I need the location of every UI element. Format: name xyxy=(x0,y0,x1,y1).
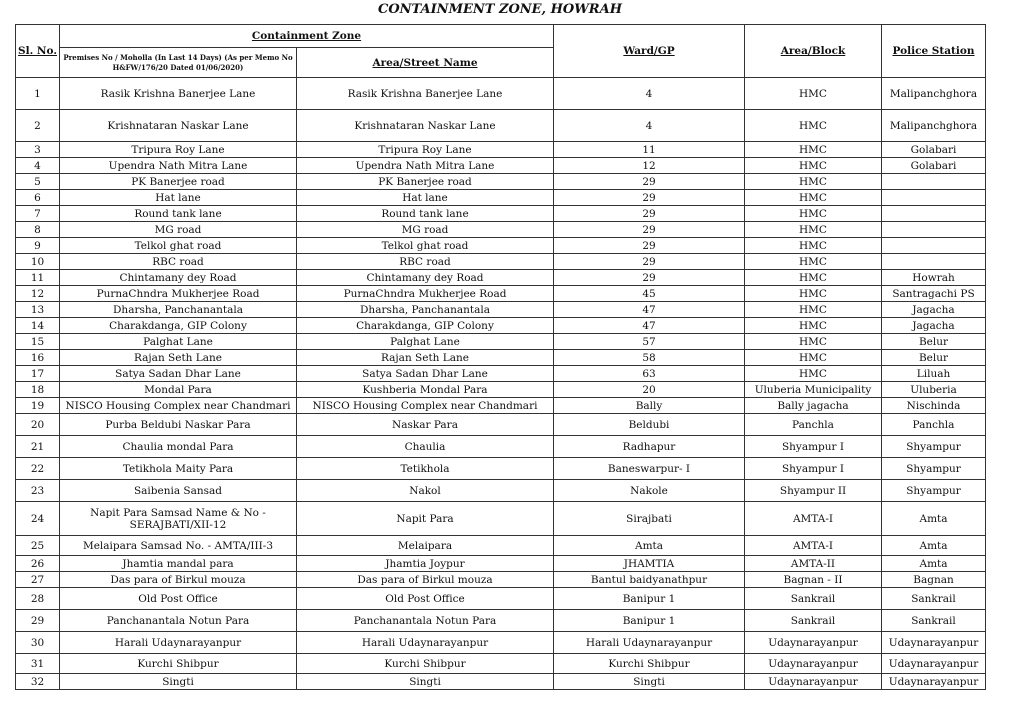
cell-sl-no: 10 xyxy=(16,254,60,270)
cell-area-block: HMC xyxy=(745,302,882,318)
cell-sl-no: 18 xyxy=(16,382,60,398)
table-row xyxy=(16,206,986,222)
table-row xyxy=(16,334,986,350)
cell-premises: Chaulia mondal Para xyxy=(60,436,297,458)
cell-police-station: Jagacha xyxy=(882,302,986,318)
cell-area-block: AMTA-I xyxy=(745,536,882,556)
table-row xyxy=(16,632,986,654)
cell-area-street: Tripura Roy Lane xyxy=(297,142,554,158)
cell-area-street: Harali Udaynarayanpur xyxy=(297,632,554,654)
cell-area-block: HMC xyxy=(745,334,882,350)
table-row xyxy=(16,610,986,632)
cell-area-street: PurnaChndra Mukherjee Road xyxy=(297,286,554,302)
cell-premises: PK Banerjee road xyxy=(60,174,297,190)
cell-police-station: Bagnan xyxy=(882,572,986,588)
cell-ward-gp: Nakole xyxy=(554,480,745,502)
table-row xyxy=(16,572,986,588)
cell-area-block: HMC xyxy=(745,254,882,270)
cell-police-station: Udaynarayanpur xyxy=(882,674,986,690)
header-row-1 xyxy=(16,25,986,48)
cell-sl-no: 28 xyxy=(16,588,60,610)
cell-sl-no: 21 xyxy=(16,436,60,458)
table-row xyxy=(16,458,986,480)
cell-area-block: HMC xyxy=(745,366,882,382)
cell-area-block: Shyampur I xyxy=(745,436,882,458)
cell-premises: Hat lane xyxy=(60,190,297,206)
cell-police-station xyxy=(882,222,986,238)
cell-sl-no: 5 xyxy=(16,174,60,190)
cell-ward-gp: Amta xyxy=(554,536,745,556)
table-row xyxy=(16,366,986,382)
cell-premises: Das para of Birkul mouza xyxy=(60,572,297,588)
cell-police-station: Shyampur xyxy=(882,458,986,480)
table-row xyxy=(16,286,986,302)
header-sl-no: Sl. No. xyxy=(16,25,60,78)
cell-police-station: Amta xyxy=(882,502,986,536)
table-body xyxy=(16,78,986,690)
cell-police-station: Golabari xyxy=(882,158,986,174)
cell-area-street: Dharsha, Panchanantala xyxy=(297,302,554,318)
cell-area-block: AMTA-I xyxy=(745,502,882,536)
table-row xyxy=(16,654,986,674)
cell-area-block: HMC xyxy=(745,158,882,174)
cell-sl-no: 26 xyxy=(16,556,60,572)
table-row xyxy=(16,398,986,414)
containment-zone-table xyxy=(15,24,986,690)
cell-area-block: HMC xyxy=(745,318,882,334)
cell-area-block: Bagnan - II xyxy=(745,572,882,588)
cell-area-street: Rasik Krishna Banerjee Lane xyxy=(297,78,554,110)
cell-ward-gp: 29 xyxy=(554,238,745,254)
cell-ward-gp: Banipur 1 xyxy=(554,610,745,632)
cell-area-block: Bally jagacha xyxy=(745,398,882,414)
cell-premises: MG road xyxy=(60,222,297,238)
cell-police-station: Shyampur xyxy=(882,480,986,502)
table-row xyxy=(16,110,986,142)
cell-area-street: Satya Sadan Dhar Lane xyxy=(297,366,554,382)
cell-area-street: Melaipara xyxy=(297,536,554,556)
table-row xyxy=(16,158,986,174)
cell-premises: PurnaChndra Mukherjee Road xyxy=(60,286,297,302)
cell-area-block: HMC xyxy=(745,238,882,254)
cell-sl-no: 23 xyxy=(16,480,60,502)
cell-premises: Charakdanga, GIP Colony xyxy=(60,318,297,334)
cell-area-street: Panchanantala Notun Para xyxy=(297,610,554,632)
cell-area-block: HMC xyxy=(745,142,882,158)
cell-ward-gp: 29 xyxy=(554,222,745,238)
cell-ward-gp: 29 xyxy=(554,270,745,286)
cell-sl-no: 31 xyxy=(16,654,60,674)
cell-sl-no: 15 xyxy=(16,334,60,350)
cell-area-street: Upendra Nath Mitra Lane xyxy=(297,158,554,174)
cell-sl-no: 32 xyxy=(16,674,60,690)
cell-police-station xyxy=(882,238,986,254)
cell-police-station xyxy=(882,206,986,222)
cell-ward-gp: Baneswarpur- I xyxy=(554,458,745,480)
cell-area-street: Telkol ghat road xyxy=(297,238,554,254)
cell-ward-gp: Bally xyxy=(554,398,745,414)
cell-sl-no: 4 xyxy=(16,158,60,174)
cell-premises: Old Post Office xyxy=(60,588,297,610)
cell-ward-gp: 20 xyxy=(554,382,745,398)
table-row xyxy=(16,78,986,110)
cell-area-block: Udaynarayanpur xyxy=(745,674,882,690)
cell-sl-no: 9 xyxy=(16,238,60,254)
cell-area-street: Naskar Para xyxy=(297,414,554,436)
cell-area-street: Krishnataran Naskar Lane xyxy=(297,110,554,142)
cell-area-block: HMC xyxy=(745,270,882,286)
cell-police-station: Sankrail xyxy=(882,610,986,632)
table-row xyxy=(16,302,986,318)
cell-area-block: Sankrail xyxy=(745,588,882,610)
cell-police-station xyxy=(882,174,986,190)
table-row xyxy=(16,436,986,458)
table-row xyxy=(16,382,986,398)
page-title: CONTAINMENT ZONE, HOWRAH xyxy=(378,2,622,17)
cell-premises: Krishnataran Naskar Lane xyxy=(60,110,297,142)
cell-premises: Purba Beldubi Naskar Para xyxy=(60,414,297,436)
table-row xyxy=(16,174,986,190)
cell-ward-gp: 29 xyxy=(554,174,745,190)
cell-area-block: HMC xyxy=(745,222,882,238)
cell-premises: Melaipara Samsad No. - AMTA/III-3 xyxy=(60,536,297,556)
cell-area-street: Charakdanga, GIP Colony xyxy=(297,318,554,334)
cell-sl-no: 24 xyxy=(16,502,60,536)
cell-area-street: Kushberia Mondal Para xyxy=(297,382,554,398)
cell-area-block: HMC xyxy=(745,350,882,366)
cell-area-street: Old Post Office xyxy=(297,588,554,610)
cell-premises: Chintamany dey Road xyxy=(60,270,297,286)
cell-sl-no: 14 xyxy=(16,318,60,334)
header-area-street: Area/Street Name xyxy=(297,48,554,78)
cell-premises: Rasik Krishna Banerjee Lane xyxy=(60,78,297,110)
cell-premises: Jhamtia mandal para xyxy=(60,556,297,572)
cell-area-block: Udaynarayanpur xyxy=(745,654,882,674)
cell-area-street: Chaulia xyxy=(297,436,554,458)
cell-area-block: HMC xyxy=(745,190,882,206)
cell-premises: RBC road xyxy=(60,254,297,270)
cell-police-station: Liluah xyxy=(882,366,986,382)
cell-premises: Upendra Nath Mitra Lane xyxy=(60,158,297,174)
cell-area-block: Panchla xyxy=(745,414,882,436)
cell-area-block: Shyampur II xyxy=(745,480,882,502)
table-row xyxy=(16,238,986,254)
cell-police-station: Jagacha xyxy=(882,318,986,334)
cell-area-street: Rajan Seth Lane xyxy=(297,350,554,366)
cell-sl-no: 16 xyxy=(16,350,60,366)
cell-police-station: Sankrail xyxy=(882,588,986,610)
cell-sl-no: 17 xyxy=(16,366,60,382)
cell-police-station: Nischinda xyxy=(882,398,986,414)
header-ward-gp: Ward/GP xyxy=(554,25,745,78)
cell-area-block: AMTA-II xyxy=(745,556,882,572)
cell-sl-no: 30 xyxy=(16,632,60,654)
cell-area-street: Napit Para xyxy=(297,502,554,536)
cell-sl-no: 29 xyxy=(16,610,60,632)
cell-area-block: Sankrail xyxy=(745,610,882,632)
header-police-station: Police Station xyxy=(882,25,986,78)
cell-premises: Harali Udaynarayanpur xyxy=(60,632,297,654)
cell-ward-gp: 47 xyxy=(554,318,745,334)
cell-area-block: Shyampur I xyxy=(745,458,882,480)
cell-police-station: Belur xyxy=(882,334,986,350)
cell-sl-no: 1 xyxy=(16,78,60,110)
table-row xyxy=(16,536,986,556)
cell-ward-gp: Sirajbati xyxy=(554,502,745,536)
cell-area-street: NISCO Housing Complex near Chandmari xyxy=(297,398,554,414)
table-row xyxy=(16,142,986,158)
table-row xyxy=(16,350,986,366)
cell-ward-gp: 29 xyxy=(554,206,745,222)
cell-area-street: Hat lane xyxy=(297,190,554,206)
cell-area-block: HMC xyxy=(745,110,882,142)
cell-police-station: Santragachi PS xyxy=(882,286,986,302)
table-row xyxy=(16,318,986,334)
cell-area-street: Kurchi Shibpur xyxy=(297,654,554,674)
cell-sl-no: 3 xyxy=(16,142,60,158)
cell-police-station: Amta xyxy=(882,556,986,572)
header-containment-zone: Containment Zone xyxy=(60,25,554,48)
cell-area-street: Jhamtia Joypur xyxy=(297,556,554,572)
cell-ward-gp: Bantul baidyanathpur xyxy=(554,572,745,588)
cell-premises: Saibenia Sansad xyxy=(60,480,297,502)
cell-ward-gp: 12 xyxy=(554,158,745,174)
cell-premises: Rajan Seth Lane xyxy=(60,350,297,366)
cell-sl-no: 19 xyxy=(16,398,60,414)
cell-police-station: Belur xyxy=(882,350,986,366)
cell-police-station: Udaynarayanpur xyxy=(882,654,986,674)
cell-ward-gp: Harali Udaynarayanpur xyxy=(554,632,745,654)
cell-ward-gp: Beldubi xyxy=(554,414,745,436)
cell-area-street: Das para of Birkul mouza xyxy=(297,572,554,588)
cell-police-station xyxy=(882,190,986,206)
cell-sl-no: 11 xyxy=(16,270,60,286)
table-row xyxy=(16,222,986,238)
cell-ward-gp: 57 xyxy=(554,334,745,350)
cell-ward-gp: 29 xyxy=(554,254,745,270)
cell-premises: Napit Para Samsad Name & No - SERAJBATI/XII-12 xyxy=(60,502,297,536)
header-premises: Premises No / Moholla (In Last 14 Days) (As per Memo No H&FW/176/20 Dated 01/06/2020) xyxy=(60,48,297,78)
cell-area-block: Uluberia Municipality xyxy=(745,382,882,398)
table-row xyxy=(16,556,986,572)
cell-premises: Palghat Lane xyxy=(60,334,297,350)
cell-sl-no: 6 xyxy=(16,190,60,206)
table-row xyxy=(16,414,986,436)
cell-ward-gp: Singti xyxy=(554,674,745,690)
cell-ward-gp: 63 xyxy=(554,366,745,382)
table-row xyxy=(16,674,986,690)
table-row xyxy=(16,588,986,610)
cell-area-street: Tetikhola xyxy=(297,458,554,480)
cell-police-station xyxy=(882,254,986,270)
header-area-block: Area/Block xyxy=(745,25,882,78)
cell-ward-gp: 58 xyxy=(554,350,745,366)
cell-premises: Telkol ghat road xyxy=(60,238,297,254)
cell-police-station: Golabari xyxy=(882,142,986,158)
table-row xyxy=(16,270,986,286)
cell-area-block: HMC xyxy=(745,78,882,110)
cell-police-station: Howrah xyxy=(882,270,986,286)
cell-sl-no: 25 xyxy=(16,536,60,556)
cell-premises: Tetikhola Maity Para xyxy=(60,458,297,480)
cell-ward-gp: 45 xyxy=(554,286,745,302)
cell-area-block: HMC xyxy=(745,286,882,302)
cell-premises: Dharsha, Panchanantala xyxy=(60,302,297,318)
cell-premises: Panchanantala Notun Para xyxy=(60,610,297,632)
cell-premises: Satya Sadan Dhar Lane xyxy=(60,366,297,382)
cell-sl-no: 20 xyxy=(16,414,60,436)
cell-area-block: Udaynarayanpur xyxy=(745,632,882,654)
cell-area-street: PK Banerjee road xyxy=(297,174,554,190)
cell-sl-no: 7 xyxy=(16,206,60,222)
cell-ward-gp: JHAMTIA xyxy=(554,556,745,572)
cell-police-station: Amta xyxy=(882,536,986,556)
cell-premises: Singti xyxy=(60,674,297,690)
cell-ward-gp: 29 xyxy=(554,190,745,206)
cell-police-station: Panchla xyxy=(882,414,986,436)
cell-premises: Round tank lane xyxy=(60,206,297,222)
cell-ward-gp: Radhapur xyxy=(554,436,745,458)
cell-police-station: Uluberia xyxy=(882,382,986,398)
cell-police-station: Udaynarayanpur xyxy=(882,632,986,654)
table-row xyxy=(16,502,986,536)
cell-ward-gp: 11 xyxy=(554,142,745,158)
cell-police-station: Shyampur xyxy=(882,436,986,458)
cell-ward-gp: Kurchi Shibpur xyxy=(554,654,745,674)
cell-area-street: Chintamany dey Road xyxy=(297,270,554,286)
cell-sl-no: 12 xyxy=(16,286,60,302)
cell-area-street: Nakol xyxy=(297,480,554,502)
cell-area-block: HMC xyxy=(745,174,882,190)
cell-area-street: Singti xyxy=(297,674,554,690)
cell-premises: NISCO Housing Complex near Chandmari xyxy=(60,398,297,414)
cell-police-station: Malipanchghora xyxy=(882,110,986,142)
cell-ward-gp: 4 xyxy=(554,110,745,142)
cell-area-street: Palghat Lane xyxy=(297,334,554,350)
table-row xyxy=(16,190,986,206)
cell-premises: Kurchi Shibpur xyxy=(60,654,297,674)
cell-ward-gp: Banipur 1 xyxy=(554,588,745,610)
cell-sl-no: 2 xyxy=(16,110,60,142)
table-row xyxy=(16,480,986,502)
cell-ward-gp: 47 xyxy=(554,302,745,318)
cell-sl-no: 22 xyxy=(16,458,60,480)
cell-sl-no: 13 xyxy=(16,302,60,318)
cell-premises: Tripura Roy Lane xyxy=(60,142,297,158)
cell-sl-no: 8 xyxy=(16,222,60,238)
cell-sl-no: 27 xyxy=(16,572,60,588)
cell-police-station: Malipanchghora xyxy=(882,78,986,110)
cell-area-street: MG road xyxy=(297,222,554,238)
cell-premises: Mondal Para xyxy=(60,382,297,398)
cell-area-street: Round tank lane xyxy=(297,206,554,222)
table-row xyxy=(16,254,986,270)
cell-ward-gp: 4 xyxy=(554,78,745,110)
cell-area-street: RBC road xyxy=(297,254,554,270)
cell-area-block: HMC xyxy=(745,206,882,222)
